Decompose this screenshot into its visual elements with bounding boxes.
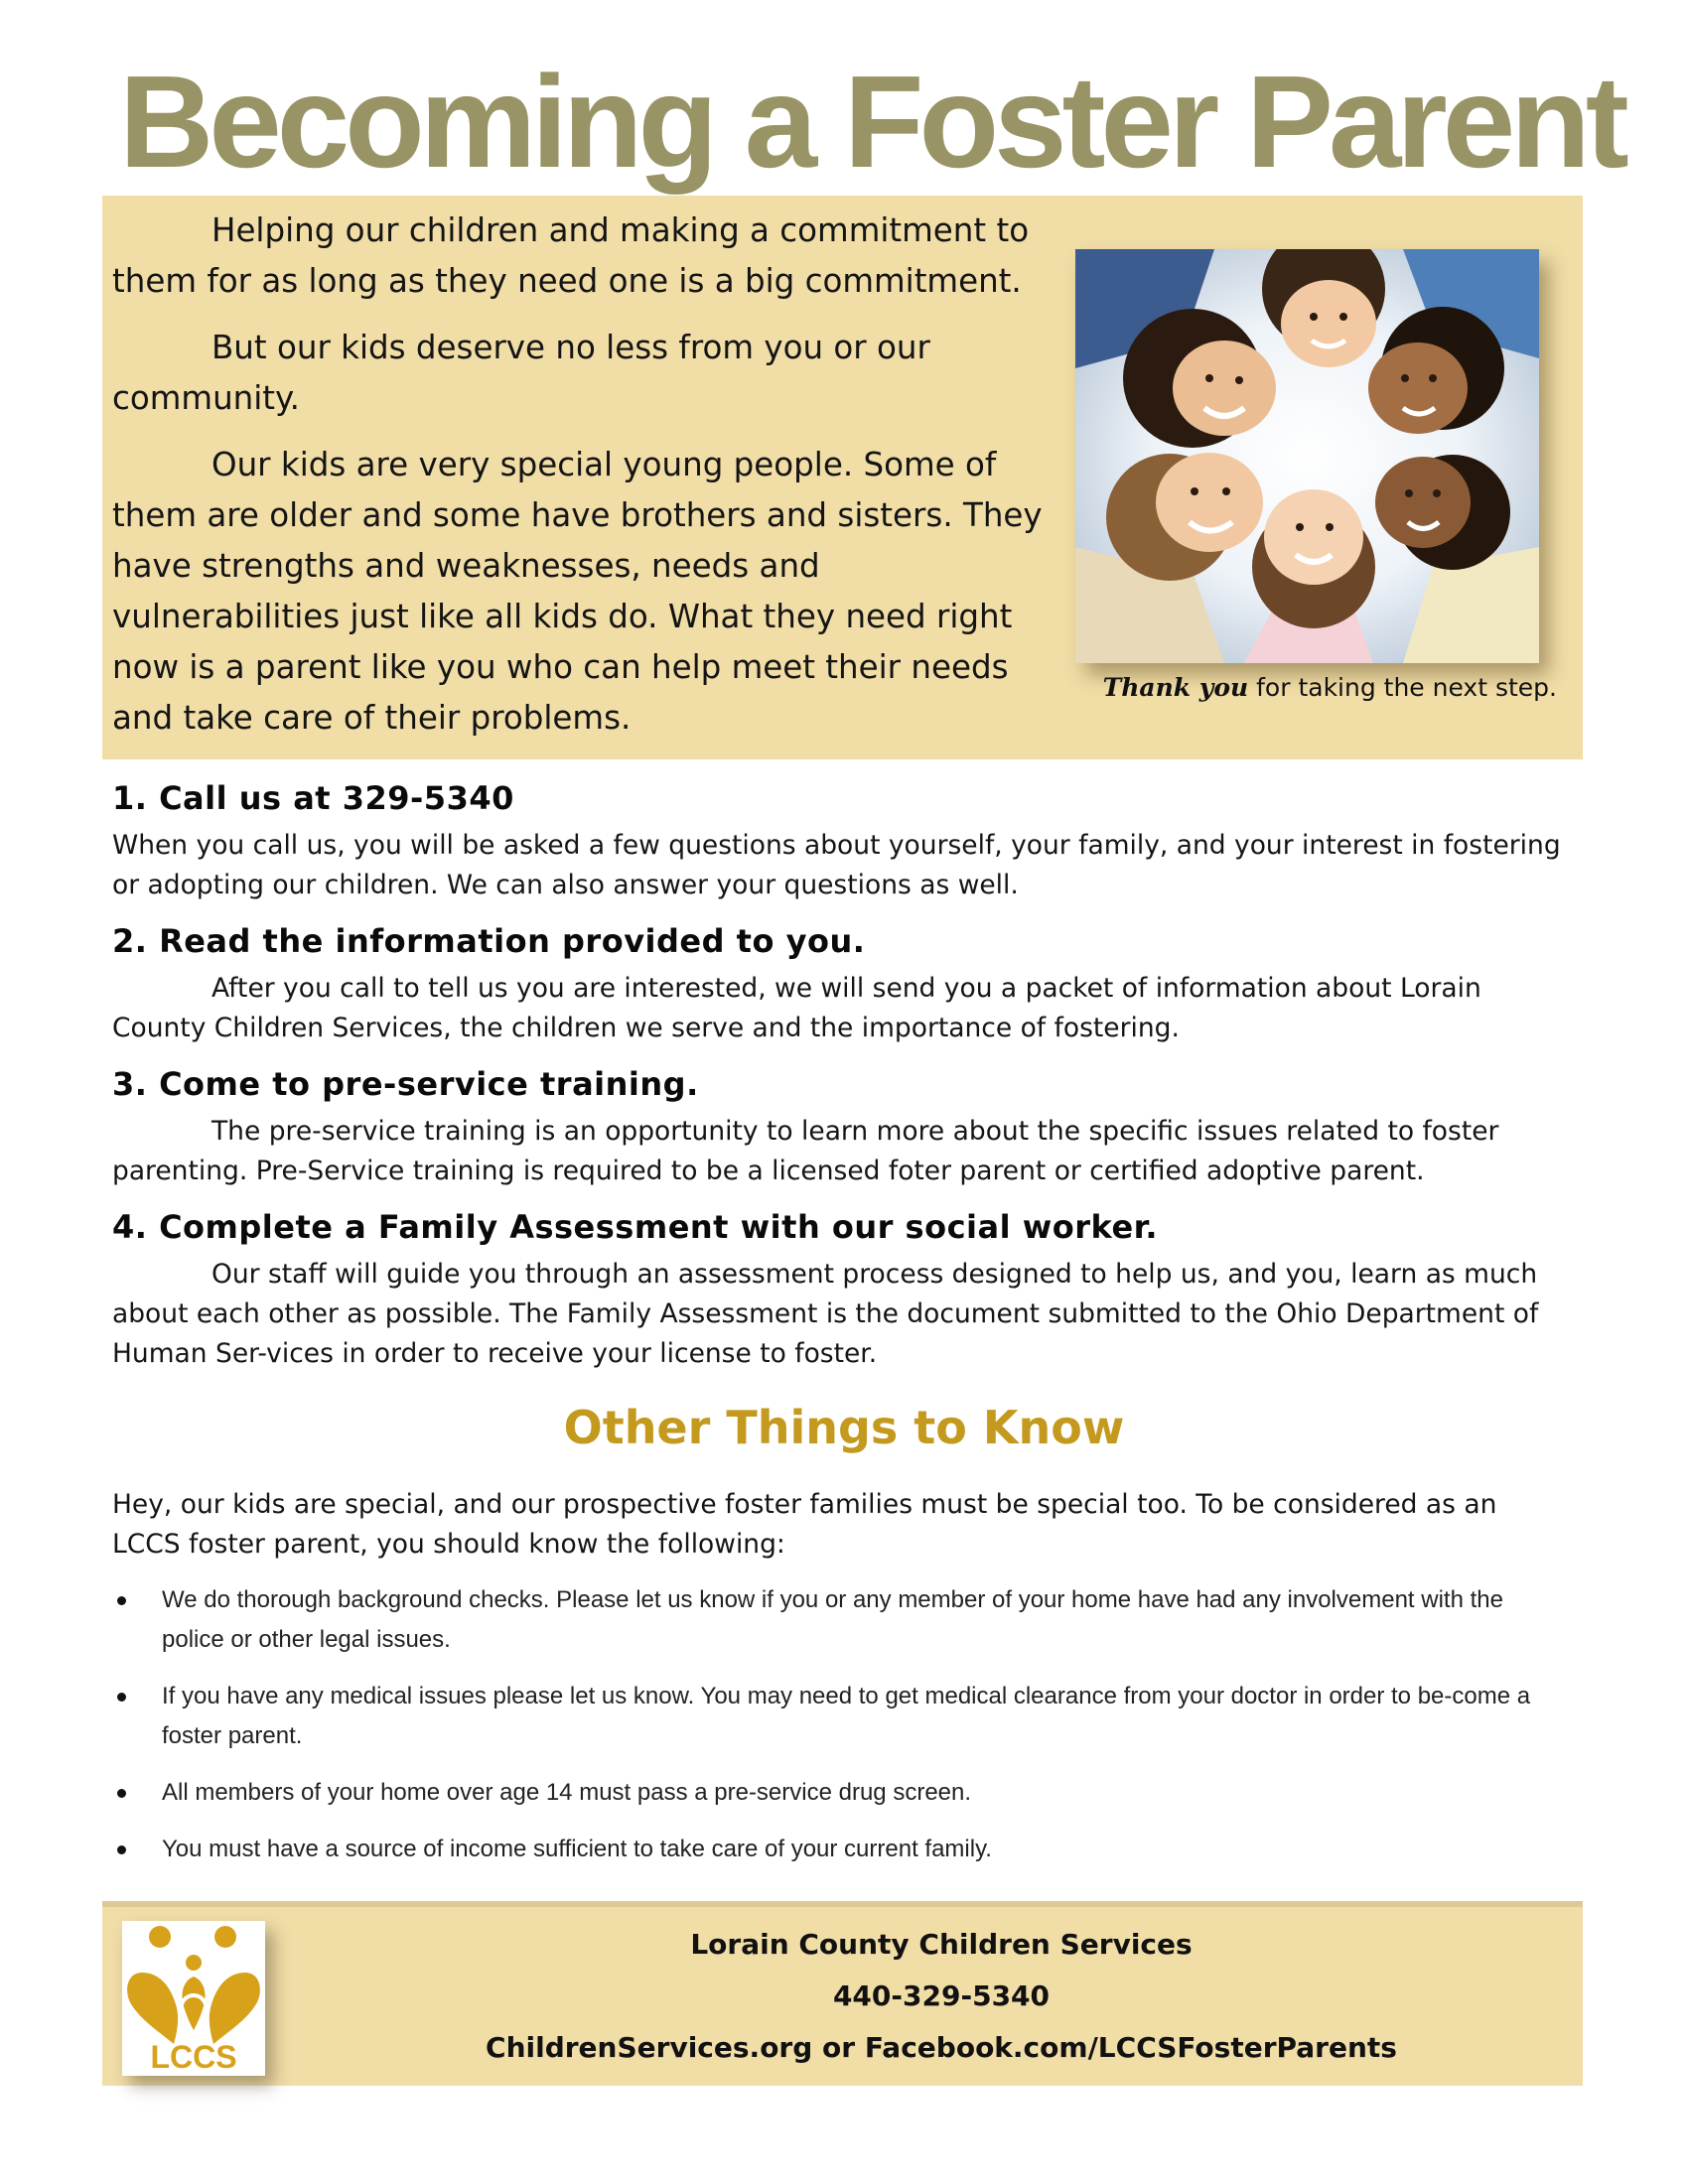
- step-title: 1. Call us at 329-5340: [112, 779, 514, 817]
- step-body: The pre-service training is an opportunity to learn more about the specific issues related to foster parenting. Pre-Service training is required to be a licensed foter parent or certified adoptive parent.: [112, 1116, 1499, 1186]
- phone-number: 440-329-5340: [832, 1979, 1051, 2012]
- children-photo: [1075, 249, 1539, 663]
- intro-text: [112, 205, 1046, 759]
- list-item: [112, 1773, 1562, 1813]
- bullet-icon: [117, 1596, 126, 1605]
- bullet-icon: [117, 1845, 126, 1854]
- contact-footer: [102, 1901, 1583, 2086]
- list-item: [112, 1677, 1562, 1756]
- lccs-logo: [122, 1921, 265, 2076]
- steps-list: [112, 776, 1562, 1388]
- list-item-text: You must have a source of income sufficient to take care of your current family.: [162, 1836, 992, 1862]
- list-item-text: We do thorough background checks. Please let us know if you or any member of your home have had any involvement with the police or other legal issues.: [162, 1586, 1503, 1653]
- contact-info: [331, 1919, 1552, 2074]
- photo-caption: [1080, 670, 1557, 706]
- bullet-icon: [117, 1789, 126, 1798]
- logo-text: LCCS: [150, 2039, 237, 2075]
- requirements-list: [112, 1580, 1562, 1886]
- list-item: [112, 1830, 1562, 1869]
- other-things-intro: Hey, our kids are special, and our prospective foster families must be special too. To be considered as an LCCS foster parent, you should know the following:: [112, 1489, 1497, 1560]
- org-name: Lorain County Children Services: [690, 1928, 1193, 1961]
- list-item: [112, 1580, 1562, 1660]
- list-item-text: All members of your home over age 14 must pass a pre-service drug screen.: [162, 1779, 972, 1806]
- bullet-icon: [117, 1693, 126, 1702]
- step-body: After you call to tell us you are interested, we will send you a packet of information about Lorain County Children Services, the children we serve and the importance of fostering.: [112, 973, 1481, 1043]
- intro-paragraph: Helping our children and making a commitment to them for as long as they need one is a big commitment.: [112, 211, 1030, 300]
- group-of-children-photo-icon: [1075, 249, 1539, 663]
- caption-text: for taking the next step.: [1248, 673, 1557, 702]
- step-title: 2. Read the information provided to you.: [112, 922, 866, 960]
- step-body: Our staff will guide you through an assessment process designed to help us, and you, learn as much about each other as possible. The Family Assessment is the document submitted to the Ohio Department of Human Ser-vices in order to receive your license to foster.: [112, 1259, 1539, 1369]
- lccs-logo-icon: [122, 1921, 265, 2076]
- step-title: 3. Come to pre-service training.: [112, 1065, 699, 1103]
- web-links: ChildrenServices.org or Facebook.com/LCCSFosterParents: [486, 2031, 1397, 2064]
- list-item-text: If you have any medical issues please let us know. You may need to get medical clearance from your doctor in order to be-come a foster parent.: [162, 1683, 1531, 1749]
- caption-emphasis: Thank you: [1102, 673, 1249, 702]
- step-title: 4. Complete a Family Assessment with our social worker.: [112, 1208, 1159, 1246]
- page-title: Becoming a Foster Parent: [119, 49, 1624, 195]
- intro-panel: [102, 196, 1583, 759]
- intro-paragraph: Our kids are very special young people. Some of them are older and some have brothers and sisters. They have strengths and weaknesses, needs and vulnerabilities just like all kids do. What they need right now is a parent like you who can help meet their needs and take care of their problems.: [112, 446, 1043, 737]
- other-things-heading: Other Things to Know: [563, 1401, 1125, 1454]
- intro-paragraph: But our kids deserve no less from you or our community.: [112, 329, 930, 417]
- step-body: When you call us, you will be asked a few questions about yourself, your family, and your interest in fostering or adopting our children. We can also answer your questions as well.: [112, 830, 1561, 900]
